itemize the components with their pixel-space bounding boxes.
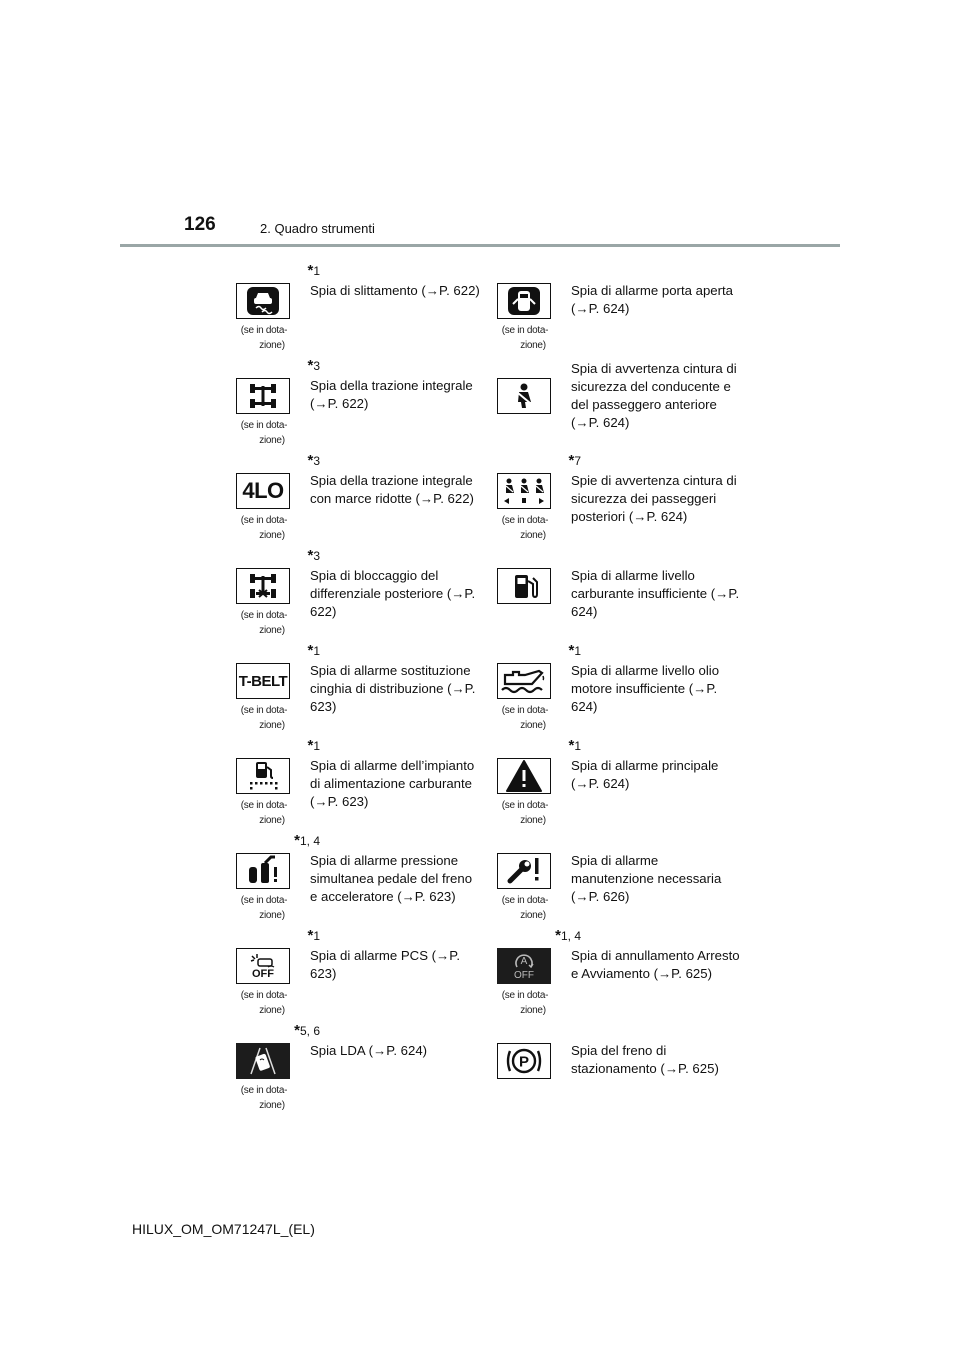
warning-light-entry (234, 832, 494, 929)
footnote-marker: *1 (307, 737, 320, 754)
optional-note-line: zione) (259, 340, 285, 351)
maintenance-icon (497, 853, 551, 889)
optional-note-line: zione) (520, 815, 546, 826)
footnote-number: 1, 4 (560, 929, 581, 943)
warning-light-entry (495, 265, 755, 359)
optional-note-line: zione) (520, 910, 546, 921)
warning-light-entry (495, 642, 755, 739)
optional-equipment-note (234, 703, 294, 733)
optional-note-line: zione) (259, 625, 285, 636)
footnote-number: 7 (574, 454, 581, 468)
stop-start-off-icon (497, 948, 551, 984)
seatbelt-front-icon (497, 378, 551, 414)
master-warning-icon (497, 758, 551, 794)
section-title: 2. Quadro strumenti (260, 221, 375, 236)
optional-note-line: zione) (520, 340, 546, 351)
4lo-icon (236, 473, 290, 509)
warning-light-entry (495, 1025, 755, 1119)
optional-equipment-note (234, 1083, 294, 1113)
optional-note-line: (se in dota- (240, 325, 288, 336)
warning-light-description: Spia del freno di stazionamento (→P. 625) (571, 1043, 719, 1076)
optional-equipment-note (234, 893, 294, 923)
page-number: 126 (184, 214, 216, 235)
optional-note-line: zione) (259, 910, 285, 921)
warning-light-description: Spia di allarme sostituzione cinghia di distribuzione (→P. 623) (310, 663, 476, 714)
warning-light-entry (234, 262, 494, 359)
optional-note-line: zione) (259, 815, 285, 826)
warning-light-entry (234, 737, 494, 834)
footnote-marker: *1 (307, 642, 320, 659)
warning-light-description: Spia di allarme porta aperta (→P. 624) (571, 283, 734, 316)
warning-light-description: Spia della trazione integrale con marce ridotte (→P. 622) (310, 473, 474, 506)
fuel-system-icon (236, 758, 290, 794)
warning-light-description: Spia di allarme livello olio motore insufficiente (→P. 624) (571, 663, 720, 714)
footnote-number: 1 (574, 739, 581, 753)
footnote-marker: *3 (307, 357, 320, 374)
footnote-marker: *1 (568, 737, 581, 754)
warning-light-description: Spia di allarme livello carburante insufficiente (→P. 624) (571, 568, 740, 619)
seatbelt-rear-icon (497, 473, 551, 509)
optional-note-line: (se in dota- (501, 515, 549, 526)
warning-light-description: Spia di allarme pressione simultanea pedale del freno e acceleratore (→P. 623) (310, 853, 473, 904)
svg-text:P: P (518, 1053, 530, 1071)
warning-light-description: Spia di allarme PCS (→P. 623) (310, 948, 461, 981)
footnote-number: 1 (313, 739, 320, 753)
footnote-marker: *1 (307, 927, 320, 944)
optional-note-line: (se in dota- (501, 705, 549, 716)
t-belt-icon (236, 663, 290, 699)
warning-light-entry (234, 927, 494, 1024)
warning-light-description: Spia di avvertenza cintura di sicurezza del conducente e del passeggero anteriore (→P. 624) (571, 361, 737, 430)
optional-note-line: (se in dota- (240, 420, 288, 431)
pedal-warning-icon (236, 853, 290, 889)
four-wheel-drive-icon (236, 378, 290, 414)
optional-note-line: zione) (520, 1005, 546, 1016)
footnote-number: 1, 4 (299, 834, 320, 848)
optional-note-line: zione) (259, 720, 285, 731)
footnote-number: 3 (313, 454, 320, 468)
optional-note-line: (se in dota- (501, 895, 549, 906)
optional-note-line: (se in dota- (240, 515, 288, 526)
optional-note-line: (se in dota- (501, 800, 549, 811)
optional-equipment-note (234, 323, 294, 353)
warning-light-entry (234, 452, 494, 549)
warning-light-entry (234, 357, 494, 454)
parking-brake-icon (497, 1043, 551, 1079)
page-header (0, 0, 960, 250)
warning-light-description: Spia di allarme dell’impianto di alimentazione carburante (→P. 623) (310, 758, 475, 809)
icon-label: OFF (252, 967, 274, 980)
optional-note-line: zione) (259, 435, 285, 446)
optional-equipment-note (495, 988, 555, 1018)
optional-note-line: (se in dota- (501, 325, 549, 336)
warning-light-description: Spia di allarme manutenzione necessaria (→P. 626) (571, 853, 722, 904)
pcs-off-icon (236, 948, 290, 984)
svg-text:A: A (520, 956, 528, 967)
optional-equipment-note (495, 323, 555, 353)
warning-light-description: Spia di slittamento (→P. 622) (310, 283, 480, 298)
warning-light-entry (234, 1022, 494, 1119)
footnote-number: 1 (313, 264, 320, 278)
warning-light-description: Spia della trazione integrale (→P. 622) (310, 378, 473, 411)
optional-note-line: zione) (259, 1005, 285, 1016)
optional-equipment-note (495, 703, 555, 733)
oil-can-icon (497, 663, 551, 699)
warning-light-description: Spia di annullamento Arresto e Avviamento (→P. 625) (571, 948, 740, 981)
footnote-number: 3 (313, 549, 320, 563)
warning-light-entry (495, 835, 755, 929)
optional-note-line: (se in dota- (240, 990, 288, 1001)
footnote-marker: *7 (568, 452, 581, 469)
footnote-marker: *1 (568, 642, 581, 659)
warning-light-description: Spia di allarme principale (→P. 624) (571, 758, 719, 791)
optional-equipment-note (234, 513, 294, 543)
footnote-marker: *1, 4 (294, 832, 320, 849)
warning-light-description: Spie di avvertenza cintura di sicurezza dei passeggeri posteriori (→P. 624) (571, 473, 737, 524)
optional-note-line: zione) (259, 530, 285, 541)
optional-note-line: (se in dota- (240, 610, 288, 621)
document-id: HILUX_OM_OM71247L_(EL) (132, 1221, 315, 1237)
footnote-number: 5, 6 (299, 1024, 320, 1038)
warning-light-entry (234, 547, 494, 644)
optional-note-line: (se in dota- (240, 705, 288, 716)
footnote-number: 1 (313, 929, 320, 943)
footnote-marker: *1, 4 (555, 927, 581, 944)
footnote-number: 3 (313, 359, 320, 373)
optional-equipment-note (234, 608, 294, 638)
open-door-icon (497, 283, 551, 319)
warning-light-description: Spia di bloccaggio del differenziale posteriore (→P. 622) (310, 568, 476, 619)
optional-note-line: (se in dota- (240, 1085, 288, 1096)
lda-icon (236, 1043, 290, 1079)
warning-light-entry (495, 927, 755, 1024)
rear-diff-lock-icon (236, 568, 290, 604)
footnote-number: 1 (313, 644, 320, 658)
optional-note-line: zione) (520, 720, 546, 731)
optional-equipment-note (234, 418, 294, 448)
optional-note-line: (se in dota- (240, 895, 288, 906)
footnote-marker: *1 (307, 262, 320, 279)
optional-equipment-note (234, 988, 294, 1018)
footnote-marker: *3 (307, 547, 320, 564)
optional-note-line: zione) (259, 1100, 285, 1111)
warning-light-entry (495, 737, 755, 834)
optional-equipment-note (495, 893, 555, 923)
optional-note-line: (se in dota- (501, 990, 549, 1001)
warning-light-entry (495, 360, 755, 454)
optional-equipment-note (495, 513, 555, 543)
optional-note-line: zione) (520, 530, 546, 541)
footnote-marker: *3 (307, 452, 320, 469)
fuel-pump-icon (497, 568, 551, 604)
footnote-number: 1 (574, 644, 581, 658)
icon-label: OFF (514, 970, 534, 981)
optional-equipment-note (495, 798, 555, 828)
header-divider (120, 244, 840, 247)
footnote-marker: *5, 6 (294, 1022, 320, 1039)
warning-light-entry (234, 642, 494, 739)
optional-note-line: (se in dota- (240, 800, 288, 811)
optional-equipment-note (234, 798, 294, 828)
warning-light-entry (495, 550, 755, 644)
icon-label: T-BELT (238, 672, 288, 690)
slip-indicator-icon (236, 283, 290, 319)
warning-light-entry (495, 452, 755, 549)
icon-label: 4LO (242, 478, 284, 503)
warning-light-description: Spia LDA (→P. 624) (310, 1043, 428, 1058)
